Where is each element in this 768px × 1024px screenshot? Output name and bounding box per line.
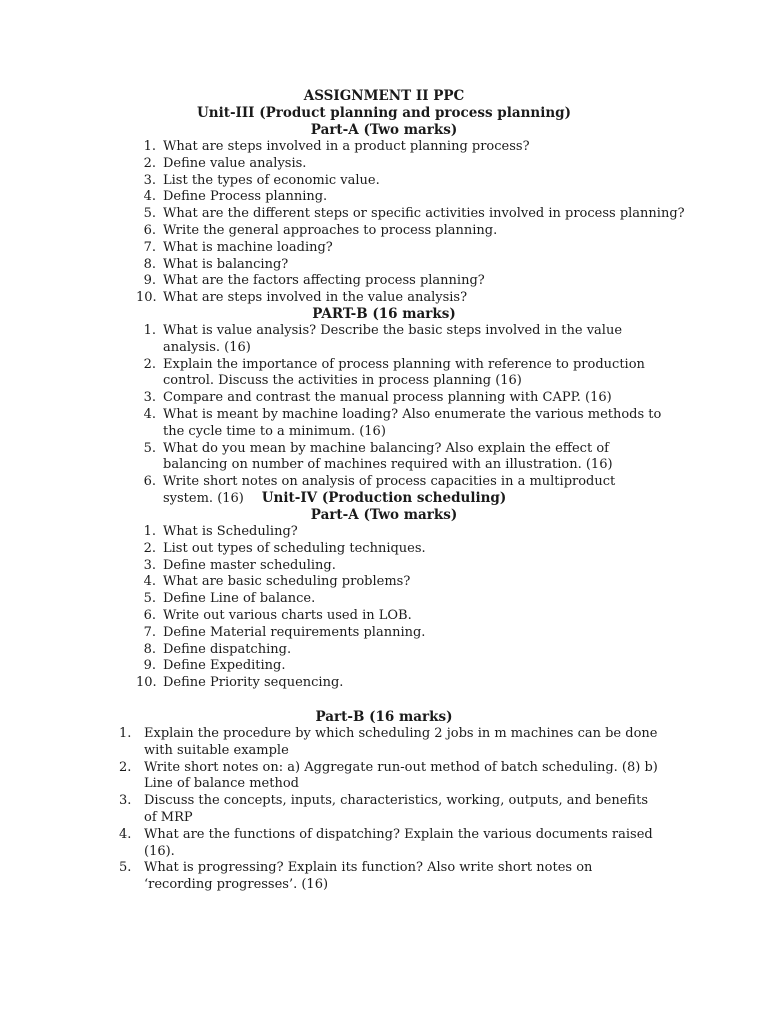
list-item-number: 5. — [143, 591, 156, 607]
list-item-text: Explain the procedure by which scheduling 2 jobs in m machines can be done with suitable example — [144, 726, 658, 758]
list-item-number: 10. — [136, 675, 157, 691]
list-item-text: Define master scheduling. — [163, 557, 336, 573]
list-item — [136, 658, 696, 675]
list-item — [136, 173, 696, 190]
list-item — [136, 390, 664, 407]
list-item-text: Define value analysis. — [163, 155, 307, 171]
list-item-text: Define Line of balance. — [163, 591, 316, 607]
list-item-text: Discuss the concepts, inputs, characteristics, working, outputs, and benefits of MRP — [144, 793, 648, 825]
list-item — [136, 625, 696, 642]
list-item-text: Compare and contrast the manual process planning with CAPP. (16) — [163, 390, 612, 406]
list-item — [136, 206, 696, 223]
list-item — [136, 357, 664, 391]
list-item — [136, 323, 664, 357]
list-item-text: List out types of scheduling techniques. — [163, 540, 426, 556]
unit3-partA-list — [136, 139, 696, 307]
list-item-number: 2. — [119, 759, 132, 775]
list-item — [136, 257, 696, 274]
list-item-text: What are steps involved in a product planning process? — [163, 139, 530, 154]
list-item — [136, 156, 696, 173]
list-item-number: 9. — [143, 273, 156, 289]
list-item-text: Write out various charts used in LOB. — [163, 607, 412, 623]
list-item-number: 3. — [119, 793, 132, 809]
unit4-heading: Unit-IV (Production scheduling) — [261, 490, 507, 506]
list-item-text: Explain the importance of process planning with reference to production control. Discuss the activities in process planning (16) — [163, 356, 645, 389]
list-item — [136, 558, 696, 575]
list-item-text: Write the general approaches to process planning. — [163, 222, 498, 238]
list-item-number: 2. — [143, 540, 156, 556]
list-item-text: What is meant by machine loading? Also enumerate the various methods to the cycle time to a minimum. (16) — [163, 406, 662, 439]
list-item — [119, 760, 664, 794]
list-item-number: 10. — [136, 290, 157, 306]
list-item-number: 1. — [119, 726, 132, 741]
list-item-number: 4. — [143, 406, 156, 422]
list-item — [136, 223, 696, 240]
list-item-number: 9. — [143, 658, 156, 674]
list-item-number: 1. — [143, 323, 156, 338]
unit4-partB-list — [119, 726, 664, 894]
list-item-text: What is machine loading? — [163, 239, 333, 255]
list-item — [136, 189, 696, 206]
list-item-text: Write short notes on analysis of process capacities in a multiproduct system. (16) — [163, 474, 616, 506]
list-item-text: What is Scheduling? — [163, 524, 298, 539]
unit3-partA-heading: Part-A (Two marks) — [310, 122, 458, 138]
list-item-number: 4. — [119, 826, 132, 842]
list-item — [136, 541, 696, 558]
list-item — [136, 608, 696, 625]
list-item-number: 4. — [143, 189, 156, 205]
list-item-text: Define Expediting. — [163, 658, 286, 674]
list-item-text: What are the functions of dispatching? Explain the various documents raised (16). — [144, 826, 653, 859]
unit3-heading: Unit-III (Product planning and process planning) — [197, 105, 571, 121]
list-item-text: What is balancing? — [163, 256, 289, 272]
list-item-number: 1. — [143, 524, 156, 539]
list-item — [136, 240, 696, 257]
list-item-text: Write short notes on: a) Aggregate run-out method of batch scheduling. (8) b) Line of balance method — [144, 759, 658, 792]
unit4-partA-list — [136, 524, 696, 692]
list-item-number: 6. — [143, 607, 156, 623]
list-item — [136, 642, 696, 659]
list-item-text: What do you mean by machine balancing? Also explain the effect of balancing on number of machines required with an illustration. (16) — [163, 440, 613, 473]
list-item-number: 7. — [143, 239, 156, 255]
unit3-partB-list — [136, 323, 664, 508]
list-item — [119, 860, 664, 894]
list-item-text: What is value analysis? Describe the basic steps involved in the value analysis. (16) — [163, 323, 623, 355]
list-item-number: 5. — [119, 860, 132, 876]
list-item-text: Define Material requirements planning. — [163, 624, 426, 640]
list-item-number: 8. — [143, 256, 156, 272]
unit3-partB-heading: PART-B (16 marks) — [312, 306, 456, 322]
unit4-partA-heading: Part-A (Two marks) — [310, 507, 458, 523]
list-item — [136, 574, 696, 591]
list-item-number: 2. — [143, 155, 156, 171]
list-item — [119, 726, 664, 760]
list-item-number: 3. — [143, 172, 156, 188]
list-item — [136, 139, 696, 156]
assignment-title: ASSIGNMENT II PPC — [303, 88, 465, 104]
list-item — [119, 793, 664, 827]
list-item-text: What are the factors affecting process planning? — [163, 273, 485, 289]
list-item-number: 7. — [143, 624, 156, 640]
list-item-number: 6. — [143, 474, 156, 490]
list-item-number: 4. — [143, 574, 156, 590]
list-item — [119, 827, 664, 861]
list-item-number: 5. — [143, 440, 156, 456]
unit4-partB-heading: Part-B (16 marks) — [315, 709, 453, 725]
list-item-number: 3. — [143, 390, 156, 406]
list-item — [136, 675, 696, 692]
list-item-text: What are the different steps or specific activities involved in process planning? — [163, 206, 685, 222]
list-item — [136, 591, 696, 608]
list-item-text: Define dispatching. — [163, 641, 292, 657]
list-item-number: 5. — [143, 206, 156, 222]
list-item — [136, 290, 696, 307]
list-item-number: 6. — [143, 222, 156, 238]
list-item-text: What is progressing? Explain its function? Also write short notes on ‘recording progresses’. (16) — [144, 860, 593, 893]
list-item-number: 1. — [143, 139, 156, 154]
list-item-text: What are basic scheduling problems? — [163, 574, 411, 590]
list-item — [136, 524, 696, 541]
list-item-number: 8. — [143, 641, 156, 657]
list-item-text: Define Priority sequencing. — [163, 675, 344, 691]
list-item-text: Define Process planning. — [163, 189, 328, 205]
list-item-number: 3. — [143, 557, 156, 573]
list-item-text: List the types of economic value. — [163, 172, 380, 188]
list-item — [136, 441, 664, 475]
list-item — [136, 407, 664, 441]
list-item — [136, 273, 696, 290]
list-item-text: What are steps involved in the value analysis? — [163, 290, 468, 306]
list-item-number: 2. — [143, 356, 156, 372]
